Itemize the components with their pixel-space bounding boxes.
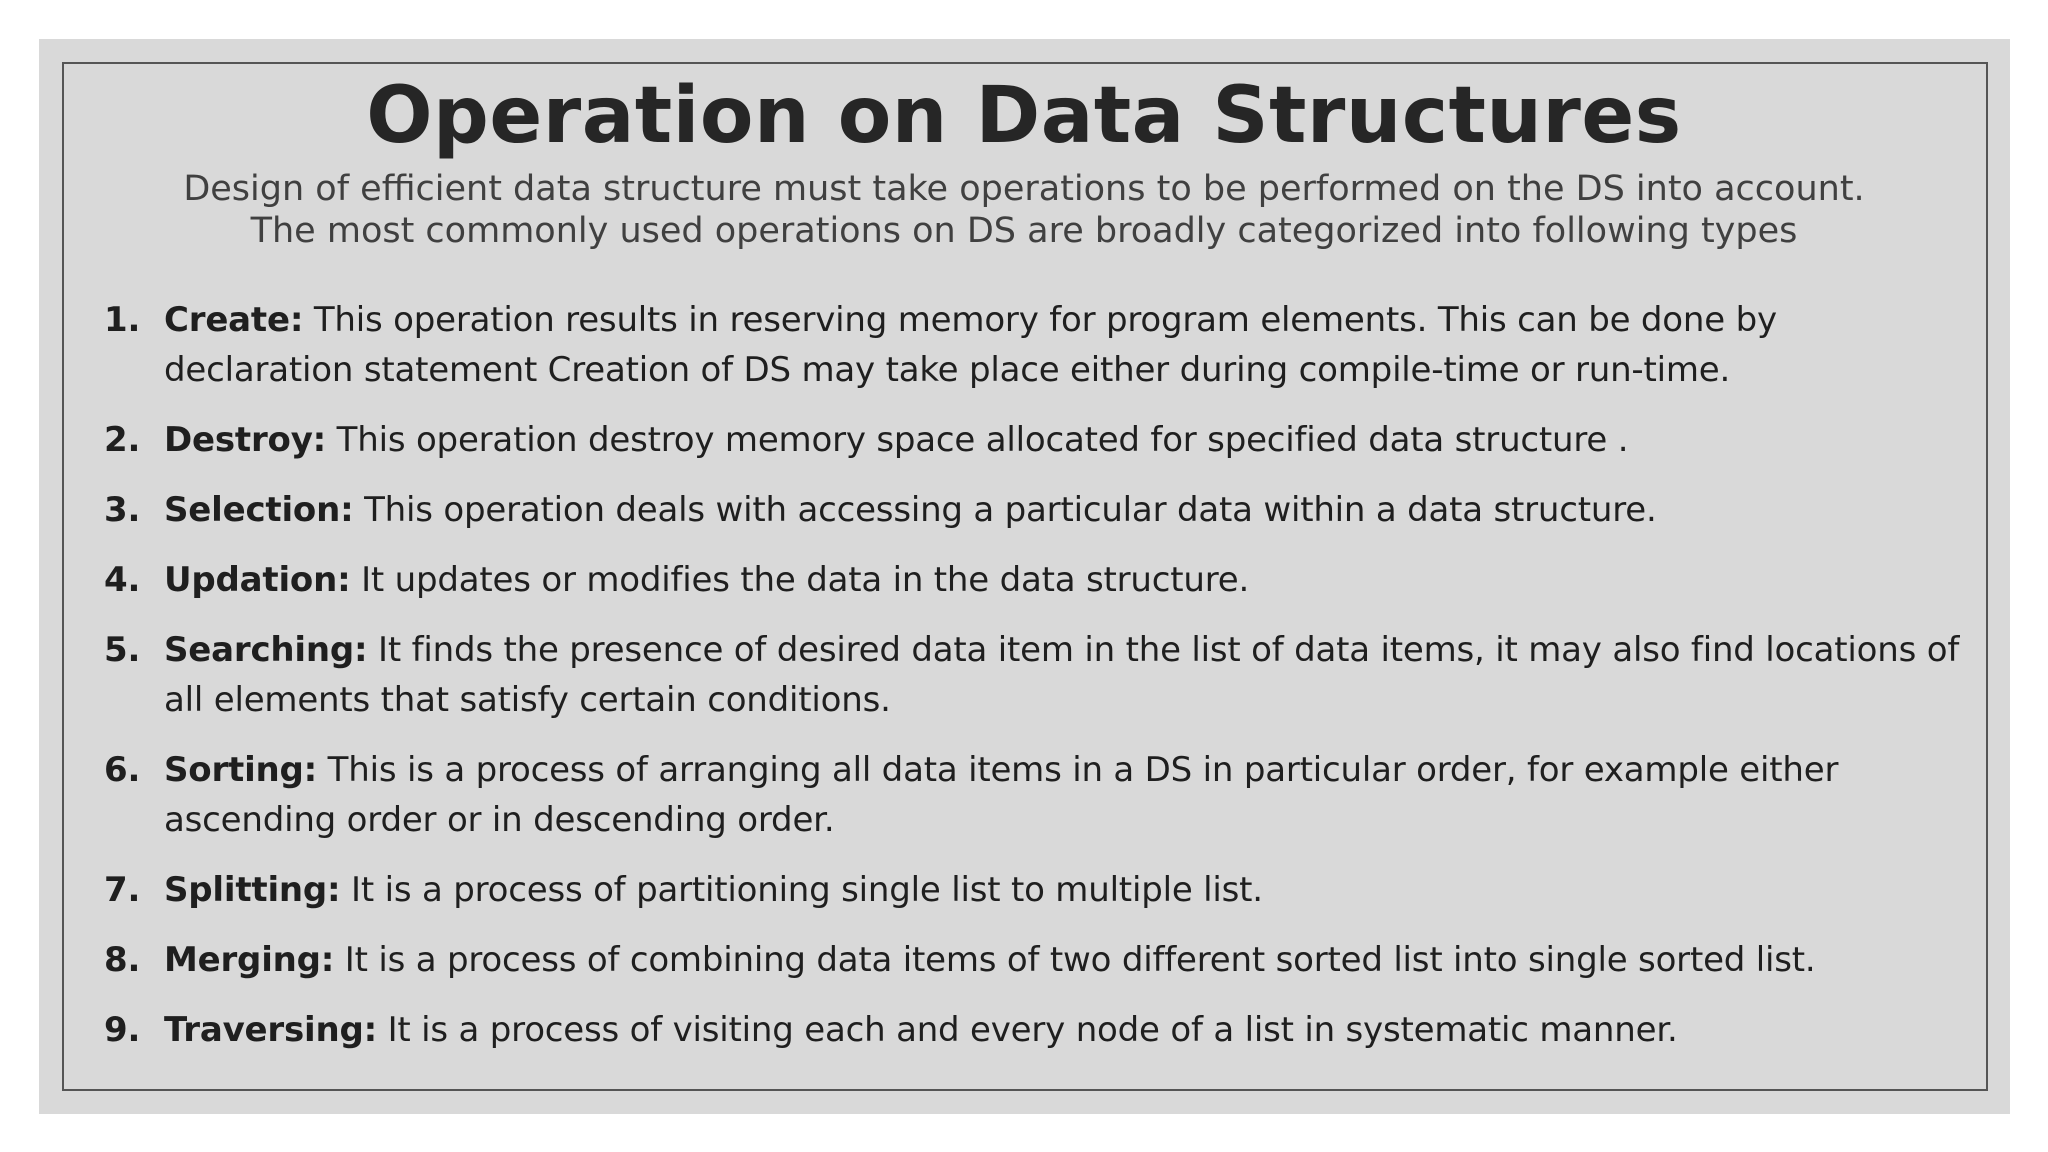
list-item-text: It is a process of partitioning single list to multiple list.	[340, 870, 1263, 910]
list-item-term: Create:	[164, 300, 304, 340]
slide-title: Operation on Data Structures	[366, 71, 1682, 161]
list-item-number: 5.	[104, 630, 141, 670]
list-item-number: 4.	[104, 560, 141, 600]
list-item-number: 1.	[104, 300, 141, 340]
list-item-sorting	[104, 745, 1964, 845]
list-item-term: Selection:	[164, 490, 354, 530]
list-item-destroy	[104, 415, 1964, 465]
list-item-text: This operation deals with accessing a particular data within a data structure.	[353, 490, 1657, 530]
slide-subtitle-line-2: The most commonly used operations on DS are broadly categorized into following types	[250, 211, 1798, 251]
list-item-text: It is a process of visiting each and every node of a list in systematic manner.	[377, 1010, 1678, 1050]
list-item-selection	[104, 485, 1964, 535]
operations-list	[104, 295, 1964, 1075]
list-item-text: This operation destroy memory space allocated for specified data structure .	[326, 420, 1629, 460]
list-item-term: Splitting:	[164, 870, 341, 910]
slide-subtitle-line-1: Design of efficient data structure must take operations to be performed on the DS into account.	[183, 169, 1865, 209]
list-item-text: It is a process of combining data items of two different sorted list into single sorted list.	[334, 940, 1816, 980]
list-item-text: It finds the presence of desired data item in the list of data items, it may also find locations of all elements that satisfy certain conditions.	[164, 630, 1960, 720]
list-item-number: 8.	[104, 940, 141, 980]
list-item-updation	[104, 555, 1964, 605]
list-item-number: 6.	[104, 750, 141, 790]
list-item-term: Searching:	[164, 630, 368, 670]
list-item-splitting	[104, 865, 1964, 915]
list-item-number: 9.	[104, 1010, 141, 1050]
list-item-create	[104, 295, 1964, 395]
list-item-term: Sorting:	[164, 750, 318, 790]
list-item-number: 2.	[104, 420, 141, 460]
list-item-text: It updates or modifies the data in the data structure.	[350, 560, 1250, 600]
list-item-term: Traversing:	[164, 1010, 377, 1050]
list-item-number: 3.	[104, 490, 141, 530]
list-item-term: Merging:	[164, 940, 335, 980]
list-item-merging	[104, 935, 1964, 985]
list-item-text: This is a process of arranging all data items in a DS in particular order, for example either ascending order or in descending order.	[164, 750, 1839, 840]
list-item-number: 7.	[104, 870, 141, 910]
list-item-text: This operation results in reserving memory for program elements. This can be done by declaration statement Creation of DS may take place either during compile-time or run-time.	[164, 300, 1777, 390]
list-item-term: Updation:	[164, 560, 351, 600]
list-item-searching	[104, 625, 1964, 725]
list-item-traversing	[104, 1005, 1964, 1055]
list-item-term: Destroy:	[164, 420, 327, 460]
